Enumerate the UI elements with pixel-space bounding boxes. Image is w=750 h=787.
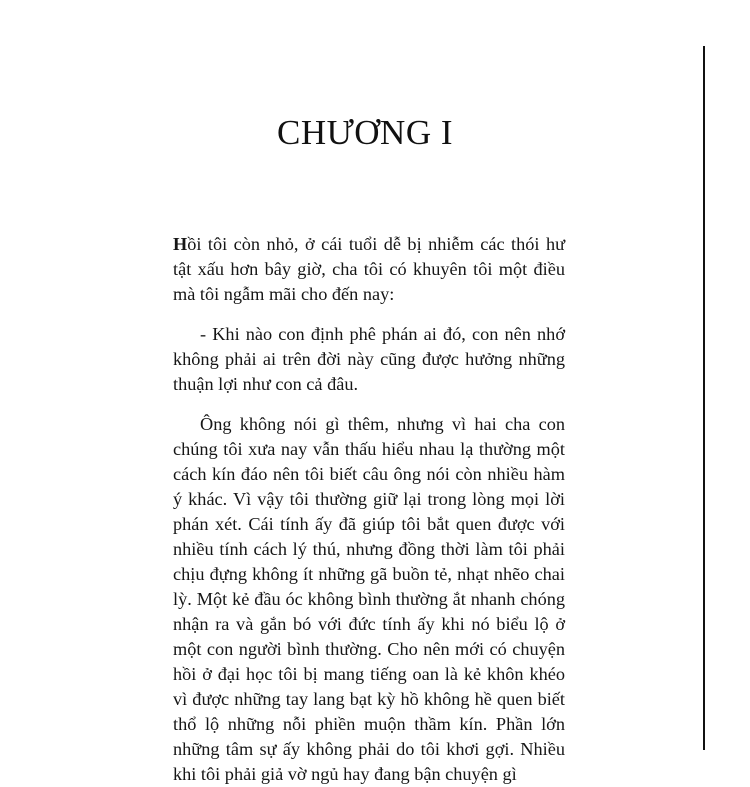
paragraph-2: - Khi nào con định phê phán ai đó, con nên nhớ không phải ai trên đời này cũng được hưởng những thuận lợi như con cả đâu. — [173, 324, 565, 394]
chapter-title: CHƯƠNG I — [276, 113, 453, 152]
paragraph-1 — [173, 232, 565, 307]
paragraph-3: Ông không nói gì thêm, nhưng vì hai cha con chúng tôi xưa nay vẫn thấu hiểu nhau lạ thường một cách kín đáo nên tôi biết câu ông nói còn nhiều hàm ý khác. Vì vậy tôi thường giữ lại trong lòng mọi lời phán xét. Cái tính ấy đã giúp tôi bắt quen được với nhiều tính cách lý thú, nhưng đồng thời làm tôi phải chịu đựng không ít những gã buồn tẻ, nhạt nhẽo chai lỳ. Một kẻ đầu óc không bình thường ắt nhanh chóng nhận ra và gắn bó với đức tính ấy khi nó biểu lộ ở một con người bình thường. Cho nên mới có chuyện hồi ở đại học tôi bị mang tiếng oan là kẻ khôn khéo vì được những tay lang bạt kỳ hồ không hề quen biết thổ lộ những nỗi phiền muộn thầm kín. Phần lớn những tâm sự ấy không phải do tôi khơi gợi. Nhiều khi tôi phải giả vờ ngủ hay đang bận chuyện gì — [173, 414, 565, 784]
initial-letter: H — [173, 234, 188, 254]
page-edge-line — [703, 46, 705, 750]
paragraph-1-text: ồi tôi còn nhỏ, ở cái tuổi dễ bị nhiễm các thói hư tật xấu hơn bây giờ, cha tôi có khuyên tôi một điều mà tôi ngẫm mãi cho đến nay: — [173, 234, 565, 304]
body-text — [173, 232, 565, 787]
